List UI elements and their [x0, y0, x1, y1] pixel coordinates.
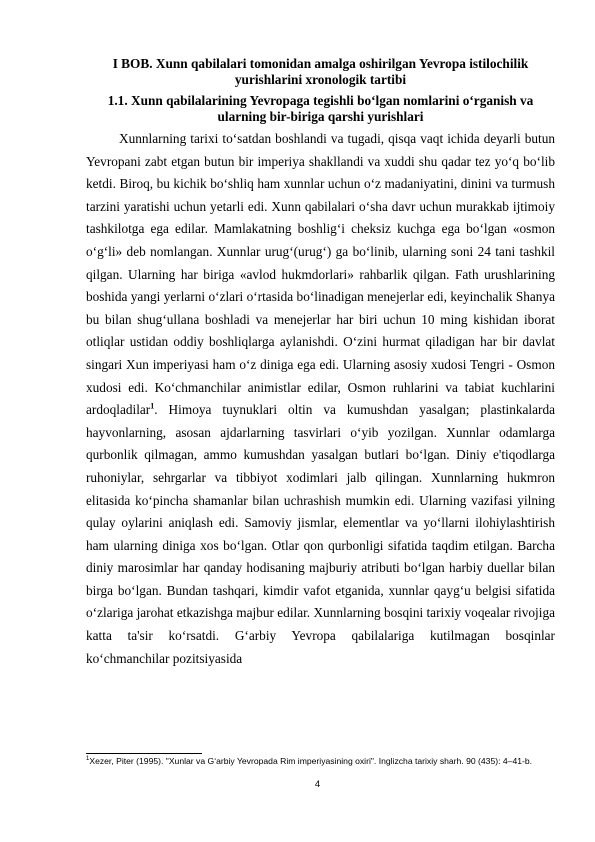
footnote-divider	[86, 753, 202, 754]
chapter-title: I BOB. Xunn qabilalari tomonidan amalga oshirilgan Yevropa istilochilik yurishlarini xronologik tartibi	[112, 56, 529, 87]
footnote	[86, 756, 555, 767]
page-number: 4	[314, 779, 321, 790]
paragraph-text-part-2: . Himoya tuynuklari oltin va kumushdan yasalgan; plastinkalarda hayvonlarning, asosan ajdarlarning tasvirlari o‘yib yozilgan. Xunnlar odamlarga qurbonlik qilmagan, ammo kumushdan yasalgan butlari bo‘lgan. Diniy e'tiqodlarga ruhoniylar, sehrgarlar va tibbiyot xodimlari jalb qilingan. Xunnlarning hukmron elitasida ko‘pincha shamanlar bilan uchrashish mumkin edi. Ularning vazifasi yilning qulay oylarini aniqlash edi. Samoviy jismlar, elementlar va yo‘llarni ilohiylashtirish ham ularning diniga xos bo‘lgan. Otlar qon qurbonligi sifatida taqdim etilgan. Barcha diniy marosimlar har qanday hodisaning majburiy atributi bo‘lgan harbiy duellar bilan birga bo‘lgan. Bundan tashqari, kimdir vafot etganida, xunnlar qayg‘u belgisi sifatida o‘zlariga jarohat etkazishga majbur edilar. Xunnlarning bosqini tarixiy voqealar rivojiga katta ta'sir ko‘rsatdi. G‘arbiy Yevropa qabilalariga kutilmagan bosqinlar ko‘chmanchilar pozitsiyasida	[86, 402, 555, 666]
paragraph-text-part-1: Xunnlarning tarixi to‘satdan boshlandi va tugadi, qisqa vaqt ichida deyarli butun Yevropani zabt etgan butun bir imperiya shakllandi va xuddi shu qadar tez yo‘q bo‘lib ketdi. Biroq, bu kichik bo‘shliq ham xunnlar uchun o‘z madaniyatini, dinini va turmush tarzini yaratishi uchun yetarli edi. Xunn qabilalari o‘sha davr uchun murakkab ijtimoiy tashkilotga ega edilar. Mamlakatning boshlig‘i cheksiz kuchga ega bo‘lgan «osmon o‘g‘li» deb nomlangan. Xunnlar urug‘(urug‘) ga bo‘linib, ularning soni 24 tani tashkil qilgan. Ularning har biriga «avlod hukmdorlari» rahbarlik qilgan. Fath urushlarining boshida yangi yerlarni o‘zlari o‘rtasida bo‘linadigan menejerlar edi, keyinchalik Shanya bu bilan shug‘ullana boshladi va menejerlar har biri uchun 10 ming kishidan iborat otliqlar ustidan oddiy boshliqlarga aylanishdi. O‘zini hurmat qiladigan har bir davlat singari Xun imperiyasi ham o‘z diniga ega edi. Ularning asosiy xudosi Tengri - Osmon xudosi edi. Ko‘chmanchilar animistlar edilar, Osmon ruhlarini va tabiat kuchlarini ardoqladilar	[86, 131, 555, 418]
footnote-number: 1	[86, 756, 90, 763]
document-page	[86, 56, 555, 670]
section-title: 1.1. Xunn qabilalarining Yevropaga tegishli bo‘lgan nomlarini o‘rganish va ularning bir-biriga qarshi yurishlari	[107, 93, 534, 124]
body-paragraph	[86, 128, 555, 670]
footnote-text: Xezer, Piter (1995). "Xunlar va G‘arbiy Yevropada Rim imperiyasining oxiri". Inglizcha tarixiy sharh. 90 (435): 4–41-b.	[89, 756, 533, 766]
footnote-reference[interactable]: 1	[150, 401, 155, 411]
